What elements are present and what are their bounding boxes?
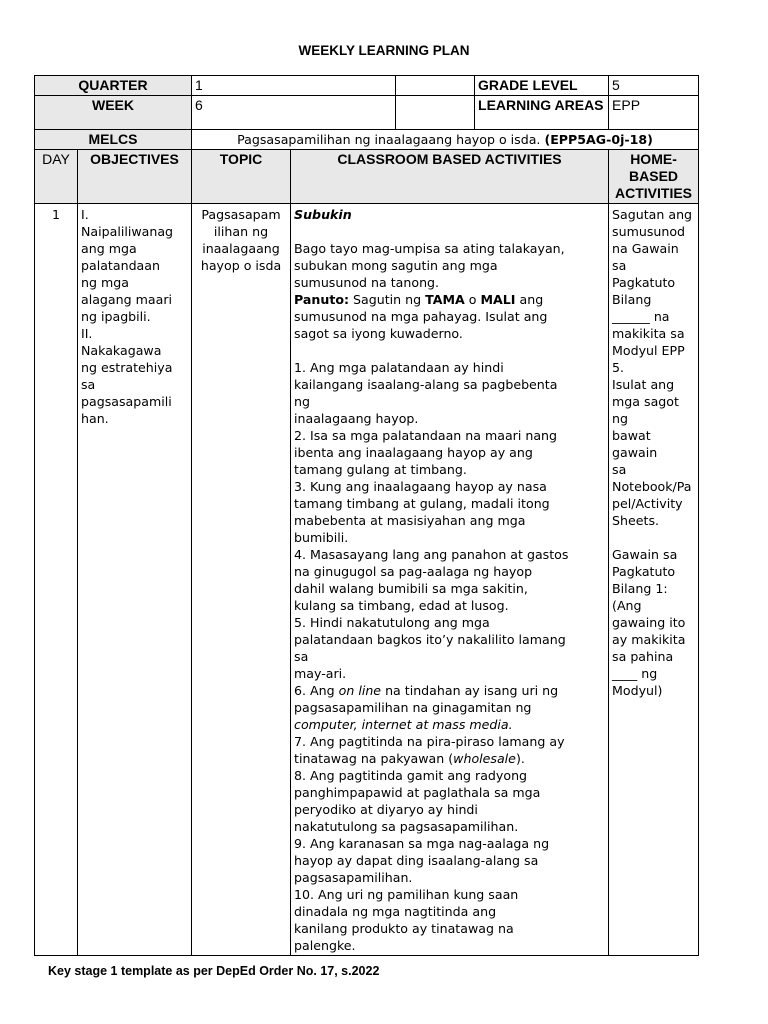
- question-line: 8. Ang pagtitinda gamit ang radyong: [294, 768, 528, 783]
- question-line: may-ari.: [294, 666, 347, 681]
- tama-word: TAMA: [425, 292, 465, 307]
- objective-line: ng ipagbili.: [81, 309, 151, 324]
- objective-line: palatandaan: [81, 258, 160, 273]
- question-line: kulang sa timbang, edad at lusog.: [294, 598, 509, 613]
- objective-line: ang mga: [81, 241, 137, 256]
- day-1-row: [35, 204, 699, 956]
- learning-areas-label: LEARNING AREAS: [475, 96, 609, 130]
- panuto-line: sumusunod na mga pahayag. Isulat ang: [294, 309, 548, 324]
- learning-plan-table: [34, 75, 699, 956]
- question-line: tamang timbang at gulang, madali itong: [294, 496, 550, 511]
- question-line: mabebenta at masisiyahan ang mga: [294, 513, 526, 528]
- home-line: Pagkatuto: [612, 564, 676, 579]
- question-line: [294, 682, 605, 699]
- topic-line: hayop o isda: [200, 258, 282, 273]
- home-line: 5.: [612, 360, 625, 375]
- home-line: sa: [612, 462, 627, 477]
- online-term: on line: [338, 683, 382, 698]
- column-header-row: [35, 150, 699, 204]
- objective-line: ng mga: [81, 275, 129, 290]
- home-line: Sheets.: [612, 513, 660, 528]
- home-activities-cell: [609, 204, 699, 956]
- question-line: [294, 750, 605, 767]
- empty-cell: [396, 76, 475, 96]
- day-number: 1: [35, 204, 78, 956]
- home-line: Notebook/Pa: [612, 479, 692, 494]
- home-line: mga sagot ng: [612, 394, 679, 426]
- day-header: DAY: [35, 150, 78, 204]
- wholesale-term: wholesale: [453, 751, 516, 766]
- question-line: 7. Ang pagtitinda na pira-piraso lamang ay: [294, 734, 565, 749]
- objective-line: I.: [81, 207, 89, 222]
- question-line: kanilang produkto ay tinatawag na: [294, 921, 514, 936]
- topic-line: inaalagaang: [202, 241, 280, 256]
- home-line: pel/Activity: [612, 496, 683, 511]
- question-text: ).: [515, 751, 525, 766]
- quarter-row: [35, 76, 699, 96]
- objective-line: sa: [81, 377, 96, 392]
- question-line: palengke.: [294, 938, 356, 953]
- subukin-heading: Subukin: [294, 207, 352, 222]
- question-line: tamang gulang at timbang.: [294, 462, 467, 477]
- question-line: ng: [294, 394, 310, 409]
- panuto-line: sagot sa iyong kuwaderno.: [294, 326, 463, 341]
- home-line: ay makikita: [612, 632, 686, 647]
- panuto-text: Sagutin ng: [349, 292, 426, 307]
- question-line: na ginugugol sa pag-aalaga ng hayop: [294, 564, 533, 579]
- question-line: peryodiko at diyaryo ay hindi: [294, 802, 478, 817]
- question-line: 4. Masasayang lang ang panahon at gastos: [294, 547, 569, 562]
- panuto-label: Panuto:: [294, 292, 350, 307]
- question-line: palatandaan bagkos ito’y nakalilito lamang: [294, 632, 566, 647]
- grade-level-value: 5: [609, 76, 699, 96]
- topic-line: Pagsasapam: [201, 207, 281, 222]
- grade-level-label: GRADE LEVEL: [475, 76, 609, 96]
- classroom-activities-cell: [291, 204, 609, 956]
- footer-note: Key stage 1 template as per DepEd Order No. 17, s.2022: [48, 964, 380, 978]
- question-line: hayop ay dapat ding isaalang-alang sa: [294, 853, 539, 868]
- panuto-text: ang: [515, 292, 544, 307]
- question-line: computer, internet at mass media.: [294, 717, 513, 732]
- week-row: [35, 96, 699, 130]
- question-line: 10. Ang uri ng pamilihan kung saan: [294, 887, 519, 902]
- question-line: 5. Hindi nakatutulong ang mga: [294, 615, 490, 630]
- question-line: 9. Ang karanasan sa mga nag-aalaga ng: [294, 836, 550, 851]
- quarter-label: QUARTER: [35, 76, 192, 96]
- panuto-line: [294, 291, 605, 308]
- home-line: gawaing ito: [612, 615, 686, 630]
- question-line: 2. Isa sa mga palatandaan na maari nang: [294, 428, 558, 443]
- question-line: 3. Kung ang inaalagaang hayop ay nasa: [294, 479, 547, 494]
- melcs-row: [35, 130, 699, 150]
- week-label: WEEK: [35, 96, 192, 130]
- home-line: (Ang: [612, 598, 642, 613]
- question-line: pagsasapamilihan na ginagamitan ng: [294, 700, 532, 715]
- intro-line: Bago tayo mag-umpisa sa ating talakayan,: [294, 241, 565, 256]
- home-line: Sagutan ang: [612, 207, 693, 222]
- home-line: Bilang 1:: [612, 581, 668, 596]
- objective-line: Naipaliliwanag: [81, 224, 174, 239]
- melcs-label: MELCS: [35, 130, 192, 150]
- question-line: panghimpapawid at paglathala sa mga: [294, 785, 541, 800]
- panuto-text: o: [464, 292, 481, 307]
- melcs-code: (EPP5AG-0j-18): [544, 132, 653, 147]
- home-line: sumusunod: [612, 224, 686, 239]
- home-line: Modyul EPP: [612, 343, 685, 358]
- empty-cell: [396, 96, 475, 130]
- intro-line: sumusunod na tanong.: [294, 275, 440, 290]
- home-activities-header: HOME-BASED ACTIVITIES: [609, 150, 699, 204]
- objective-line: alagang maari: [81, 292, 173, 307]
- topic-cell: [192, 204, 291, 956]
- question-line: sa: [294, 649, 309, 664]
- objective-line: ng estratehiya: [81, 360, 173, 375]
- home-line: Gawain sa: [612, 547, 678, 562]
- intro-line: subukan mong sagutin ang mga: [294, 258, 498, 273]
- question-text: na tindahan ay isang uri ng: [381, 683, 559, 698]
- objective-line: Nakakagawa: [81, 343, 162, 358]
- home-line: ______ na: [612, 309, 670, 324]
- objective-line: II.: [81, 326, 93, 341]
- objective-line: pagsasapamili: [81, 394, 172, 409]
- question-line: ibenta ang inaalagaang hayop ay ang: [294, 445, 533, 460]
- week-value: 6: [192, 96, 396, 130]
- objective-line: han.: [81, 411, 109, 426]
- question-text: tinatawag na pakyawan (: [294, 751, 454, 766]
- question-line: pagsasapamilihan.: [294, 870, 413, 885]
- topic-line: ilihan ng: [213, 224, 269, 239]
- objectives-header: OBJECTIVES: [78, 150, 192, 204]
- home-line: Modyul): [612, 683, 663, 698]
- melcs-text: Pagsasapamilihan ng inaalagaang hayop o isda.: [237, 132, 541, 147]
- question-line: dinadala ng mga nagtitinda ang: [294, 904, 497, 919]
- question-line: inaalagaang hayop.: [294, 411, 419, 426]
- home-line: makikita sa: [612, 326, 685, 341]
- home-line: bawat gawain: [612, 428, 658, 460]
- question-line: nakatutulong sa pagsasapamilihan.: [294, 819, 519, 834]
- home-line: sa pahina: [612, 649, 674, 664]
- quarter-value: 1: [192, 76, 396, 96]
- learning-areas-value: EPP: [609, 96, 699, 130]
- question-line: 1. Ang mga palatandaan ay hindi: [294, 360, 504, 375]
- home-line: na Gawain sa: [612, 241, 679, 273]
- question-text: 6. Ang: [294, 683, 339, 698]
- home-line: ____ ng: [612, 666, 658, 681]
- classroom-activities-header: CLASSROOM BASED ACTIVITIES: [291, 150, 609, 204]
- question-line: kailangang isaalang-alang sa pagbebenta: [294, 377, 558, 392]
- home-line: Bilang: [612, 292, 652, 307]
- mali-word: MALI: [480, 292, 516, 307]
- home-line: Pagkatuto: [612, 275, 676, 290]
- question-line: bumibili.: [294, 530, 349, 545]
- topic-header: TOPIC: [192, 150, 291, 204]
- home-line: Isulat ang: [612, 377, 675, 392]
- objectives-cell: [78, 204, 192, 956]
- melcs-cell: [192, 130, 699, 150]
- question-line: dahil walang bumibili sa mga sakitin,: [294, 581, 528, 596]
- page-title: WEEKLY LEARNING PLAN: [298, 43, 470, 58]
